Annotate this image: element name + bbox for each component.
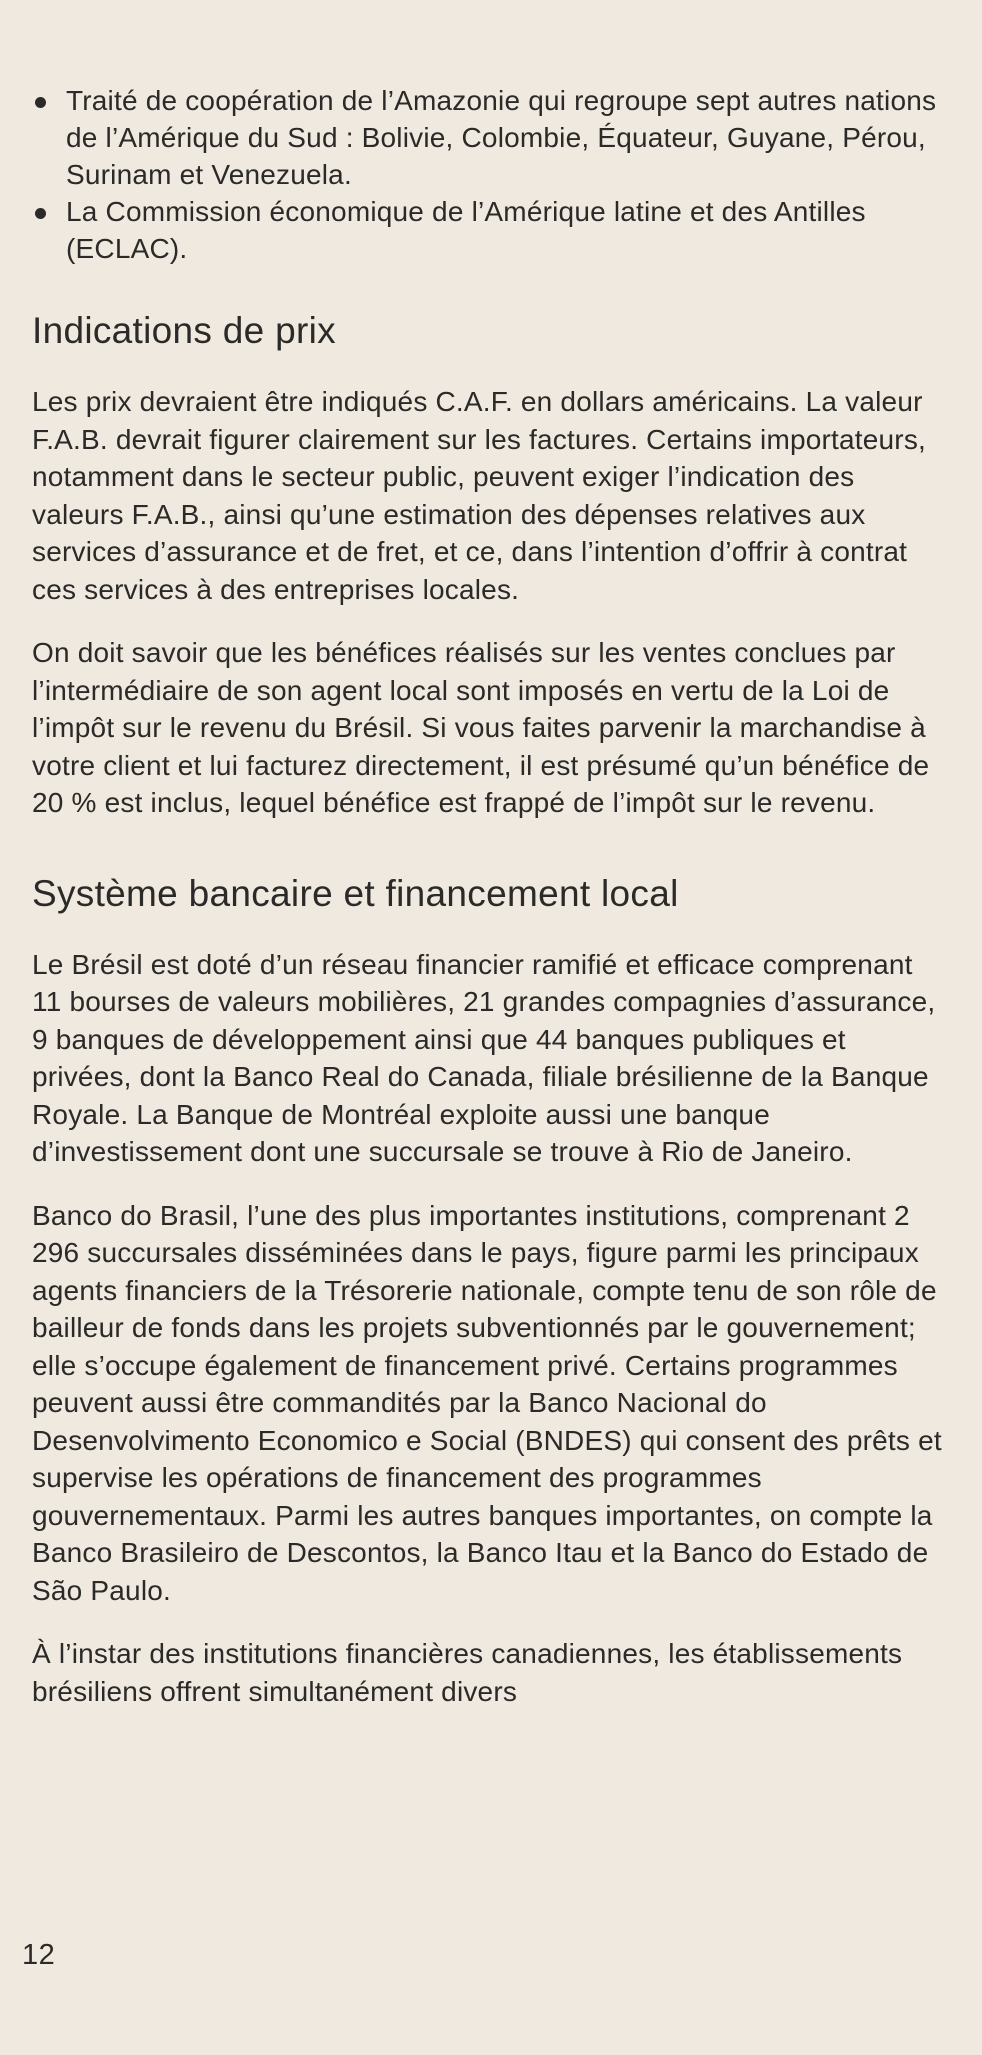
paragraph: On doit savoir que les bénéfices réalisés sur les ventes conclues par l’intermédiaire de son agent local sont imposés en vertu de la Loi de l’impôt sur le revenu du Brésil. Si vous faites parvenir la marchandise à votre client et lui facturez directement, il est présumé qu’un bénéfice de 20 % est inclus, lequel bénéfice est frappé de l’impôt sur le revenu.	[32, 637, 930, 818]
bullet-item	[32, 193, 944, 267]
section-heading-bank: Système bancaire et financement local	[32, 872, 679, 914]
bullet-dot-icon	[35, 208, 46, 219]
paragraph: Les prix devraient être indiqués C.A.F. en dollars américains. La valeur F.A.B. devrait figurer clairement sur les factures. Certains importateurs, notamment dans le secteur public, peuvent exiger l’indication des valeurs F.A.B., ainsi qu’une estimation des dépenses relatives aux services d’assurance et de fret, et ce, dans l’intention d’offrir à contrat ces services à des entreprises locales.	[32, 386, 927, 605]
page-number: 12	[22, 1939, 56, 1971]
section-heading-prix: Indications de prix	[32, 310, 336, 351]
bullet-dot-icon	[35, 97, 46, 108]
bullet-list	[32, 82, 944, 267]
bullet-text: Traité de coopération de l’Amazonie qui regroupe sept autres nations de l’Amérique du Sud : Bolivie, Colombie, Équateur, Guyane, Pérou, Surinam et Venezuela.	[66, 85, 937, 190]
paragraph: Le Brésil est doté d’un réseau financier ramifié et efficace comprenant 11 bourses de valeurs mobilières, 21 grandes compagnies d’assurance, 9 banques de développement ainsi que 44 banques publiques et privées, dont la Banco Real do Canada, filiale brésilienne de la Banque Royale. La Banque de Montréal exploite aussi une banque d’investissement dont une succursale se trouve à Rio de Janeiro.	[32, 948, 936, 1167]
paragraph: Banco do Brasil, l’une des plus importantes institutions, comprenant 2 296 succursales disséminées dans le pays, figure parmi les principaux agents financiers de la Trésorerie nationale, compte tenu de son rôle de bailleur de fonds dans les projets subventionnés par le gouvernement; elle s’occupe également de financement privé. Certains programmes peuvent aussi être commandités par la Banco Nacional do Desenvolvimento Economico e Social (BNDES) qui consent des prêts et supervise les opérations de financement des programmes gouvernementaux. Parmi les autres banques importantes, on compte la Banco Brasileiro de Descontos, la Banco Itau et la Banco do Estado de São Paulo.	[32, 1199, 942, 1606]
page-content	[32, 82, 944, 1710]
bullet-text: La Commission économique de l’Amérique latine et des Antilles (ECLAC).	[66, 196, 866, 264]
bullet-item	[32, 82, 944, 193]
paragraph: À l’instar des institutions financières canadiennes, les établissements brésiliens offrent simultanément divers	[32, 1638, 903, 1707]
